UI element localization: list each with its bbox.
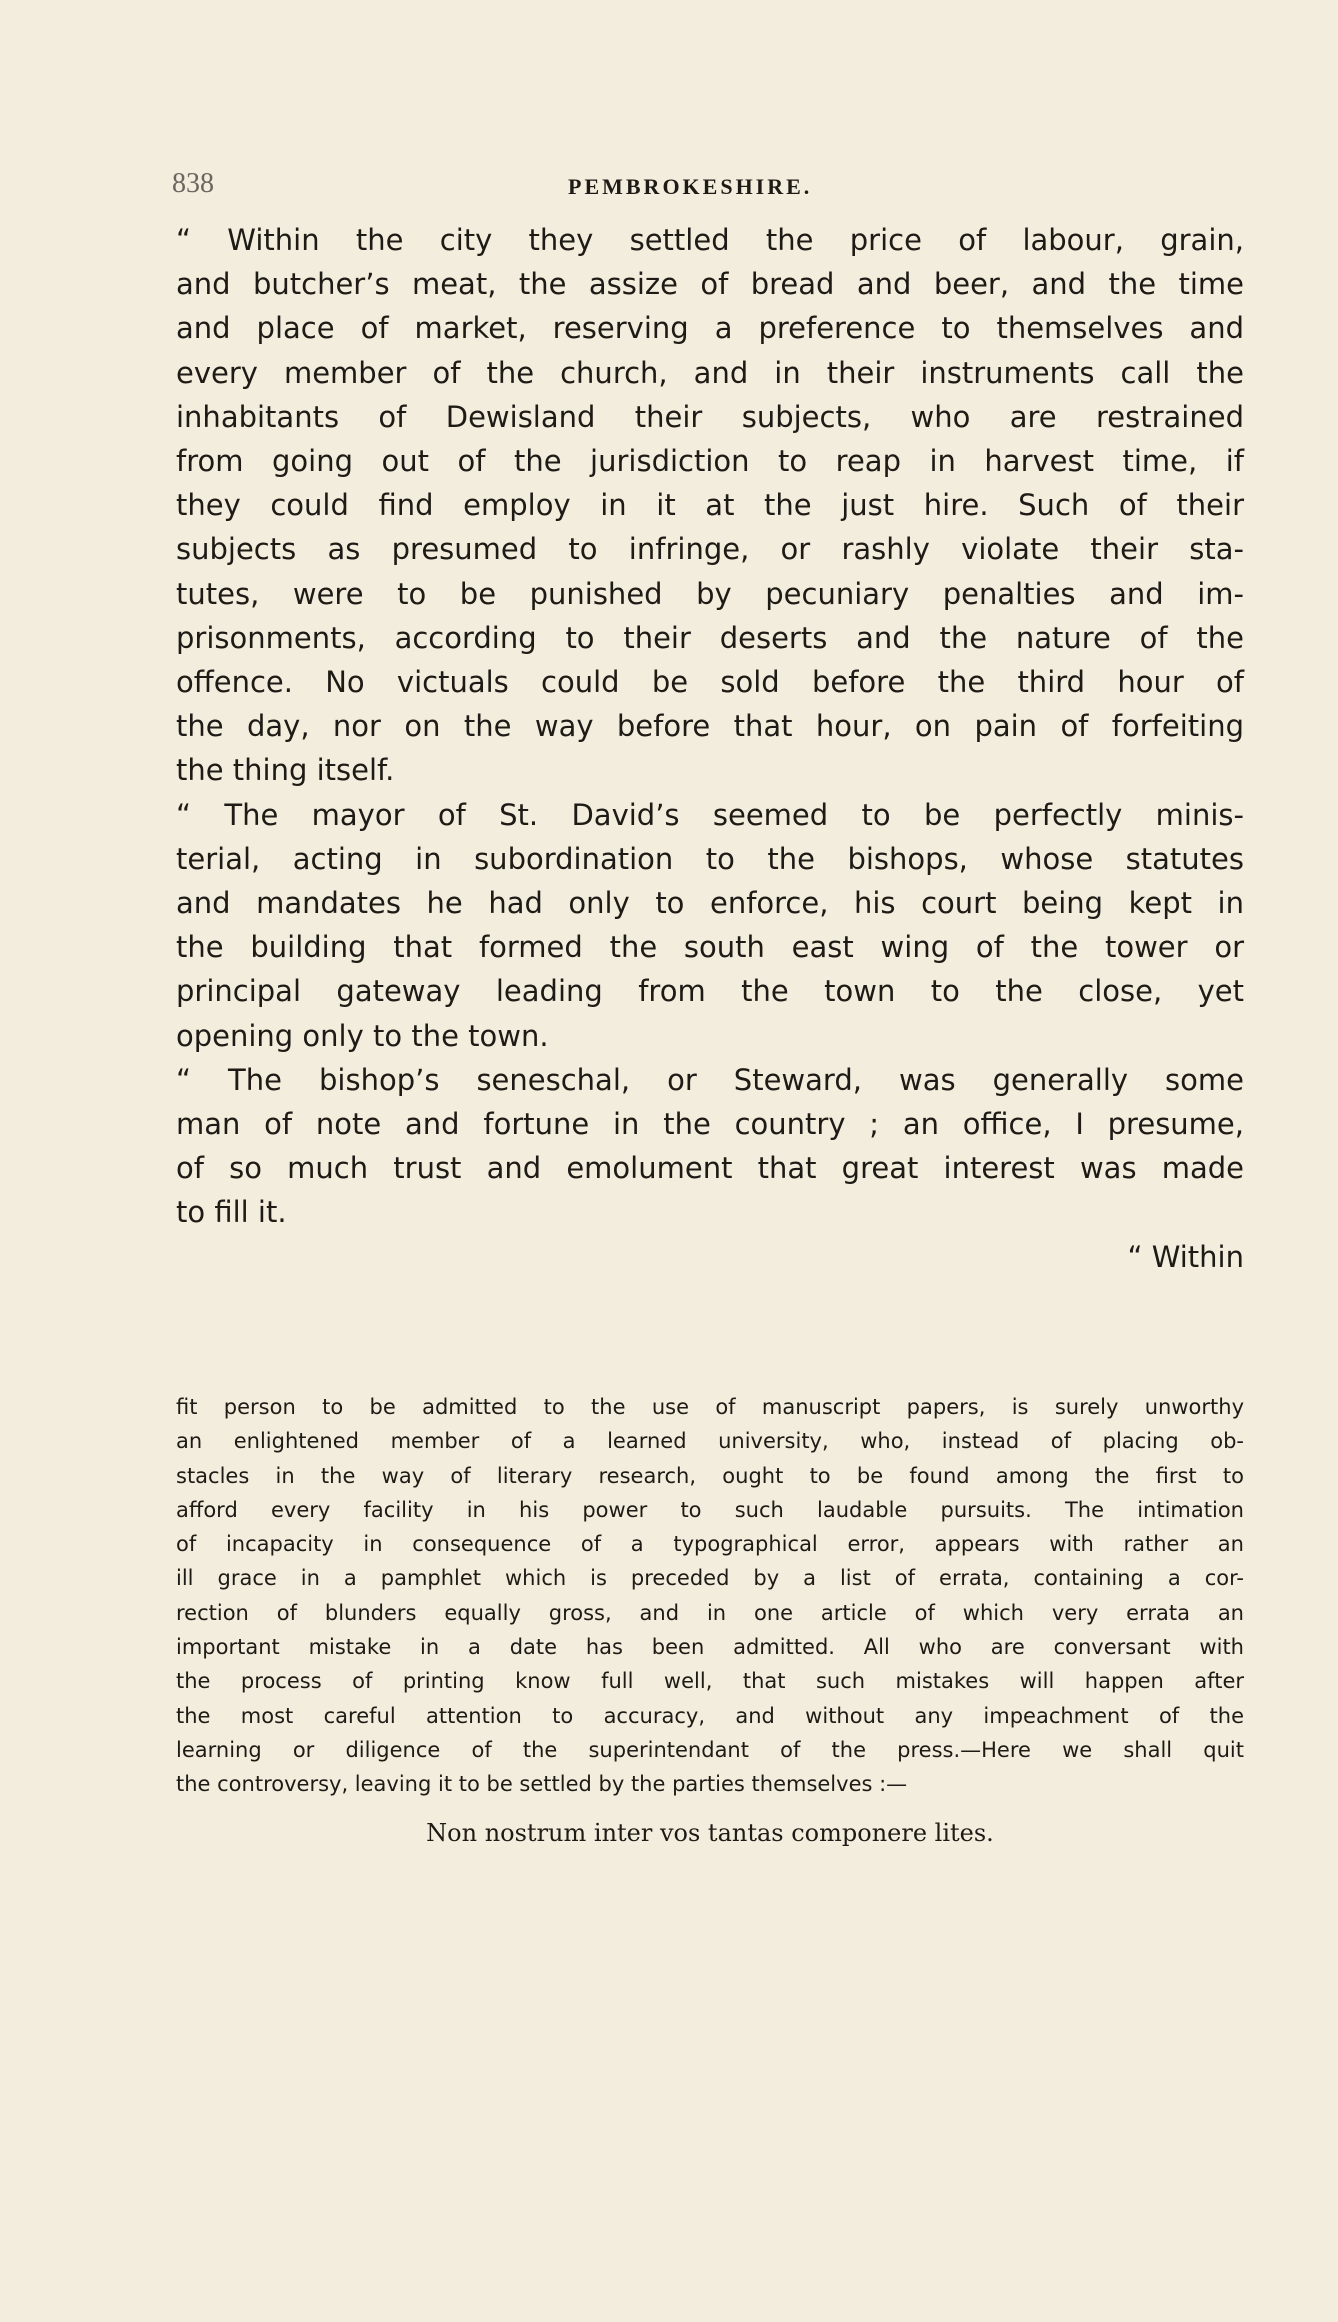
text-line: of so much trust and emolument that great interest was made [176, 1151, 1244, 1186]
footnote-line: learning or diligence of the superintendant of the press.—Here we shall quit [176, 1737, 1244, 1762]
text-line: offence. No victuals could be sold before the third hour of [176, 665, 1244, 700]
footnote-line: rection of blunders equally gross, and in one article of which very errata an [176, 1600, 1244, 1625]
text-line: the thing itself. [176, 753, 395, 788]
latin-quotation: Non nostrum inter vos tantas componere lites. [426, 1818, 994, 1847]
footnote [176, 1390, 1244, 1850]
text-line: every member of the church, and in their instruments call the [176, 355, 1244, 390]
text-line: subjects as presumed to infringe, or rashly violate their sta- [176, 532, 1244, 567]
text-line: tutes, were to be punished by pecuniary penalties and im- [176, 576, 1244, 611]
main-text [176, 218, 1244, 1279]
footnote-line: ill grace in a pamphlet which is preceded by a list of errata, containing a cor- [176, 1566, 1244, 1591]
footnote-line: the most careful attention to accuracy, and without any impeachment of the [176, 1703, 1244, 1728]
text-line: they could find employ in it at the just hire. Such of their [176, 488, 1244, 523]
footnote-line: the controversy, leaving it to be settled by the parties themselves :— [176, 1772, 908, 1797]
text-line: the building that formed the south east wing of the tower or [176, 930, 1244, 965]
page-header [0, 168, 1338, 208]
footnote-line: fit person to be admitted to the use of manuscript papers, is surely unworthy [176, 1395, 1244, 1419]
text-line: man of note and fortune in the country ; an office, I presume, [176, 1107, 1244, 1142]
text-line: and place of market, reserving a preference to themselves and [176, 311, 1244, 346]
footnote-line: afford every facility in his power to such laudable pursuits. The intimation [176, 1497, 1244, 1522]
footnote-line: important mistake in a date has been admitted. All who are conversant with [176, 1635, 1244, 1660]
text-line: to fill it. [176, 1195, 287, 1230]
footnote-line: an enlightened member of a learned university, who, instead of placing ob- [176, 1429, 1244, 1454]
footnote-line: stacles in the way of literary research, ought to be found among the first to [176, 1463, 1244, 1488]
running-head: PEMBROKESHIRE. [568, 174, 813, 199]
page-number: 838 [172, 168, 214, 199]
text-line: opening only to the town. [176, 1018, 549, 1053]
text-line: from going out of the jurisdiction to reap in harvest time, if [176, 444, 1244, 479]
text-line: the day, nor on the way before that hour, on pain of forfeiting [176, 709, 1244, 744]
text-line: inhabitants of Dewisland their subjects, who are restrained [176, 399, 1244, 434]
text-line: prisonments, according to their deserts and the nature of the [176, 620, 1244, 655]
footnote-line: of incapacity in consequence of a typographical error, appears with rather an [176, 1532, 1244, 1557]
footnote-line: the process of printing know full well, that such mistakes will happen after [176, 1669, 1244, 1694]
text-line: “ The bishop’s seneschal, or Steward, was generally some [176, 1062, 1244, 1097]
text-line: terial, acting in subordination to the bishops, whose statutes [176, 841, 1244, 876]
catchword: “ Within [1127, 1239, 1244, 1274]
text-line: and mandates he had only to enforce, his court being kept in [176, 886, 1244, 921]
text-line: principal gateway leading from the town to the close, yet [176, 974, 1244, 1009]
text-line: “ Within the city they settled the price of labour, grain, [176, 223, 1244, 257]
text-line: and butcher’s meat, the assize of bread and beer, and the time [176, 267, 1244, 302]
text-line: “ The mayor of St. David’s seemed to be perfectly minis- [176, 797, 1244, 832]
